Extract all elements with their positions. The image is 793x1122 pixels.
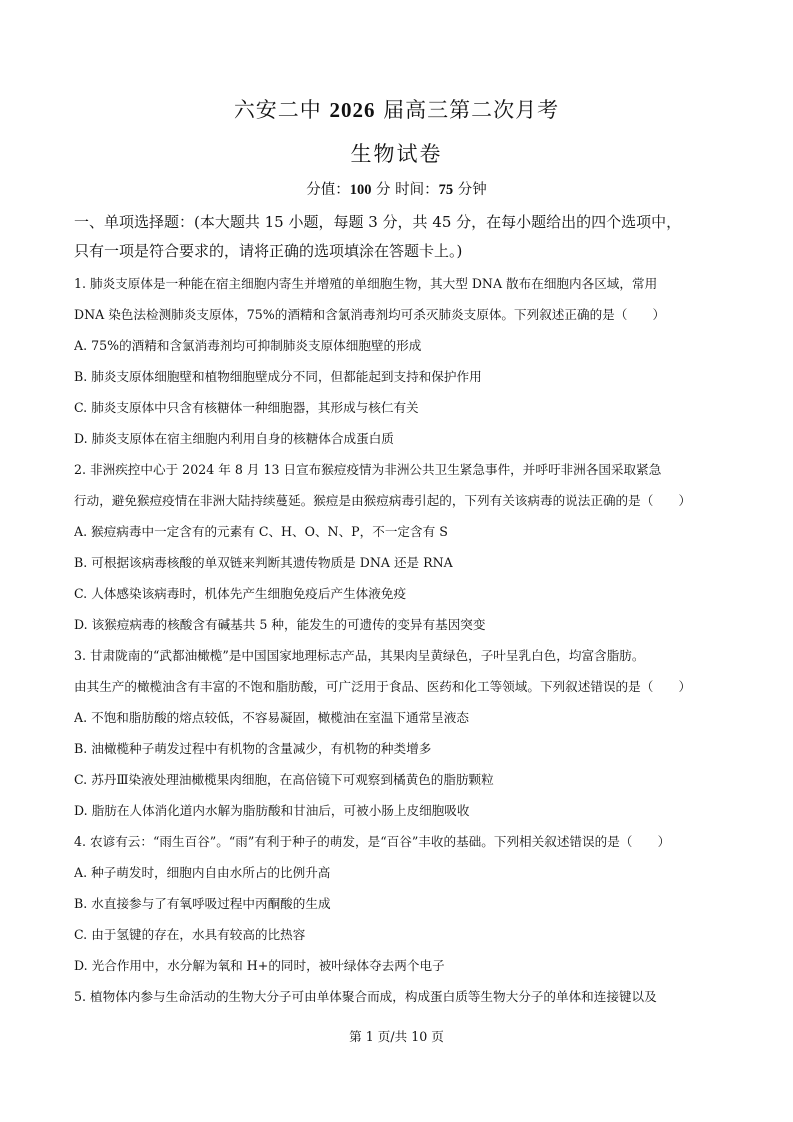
option-a: A. 种子萌发时，细胞内自由水所占的比例升高 — [74, 865, 331, 880]
page-number: 第 1 页/共 10 页 — [349, 1029, 444, 1044]
question-3 — [74, 640, 724, 826]
option-a: A. 猴痘病毒中一定含有的元素有 C、H、O、N、P，不一定含有 S — [74, 524, 448, 539]
question-1 — [74, 268, 724, 454]
option-a: A. 75%的酒精和含氯消毒剂均可抑制肺炎支原体细胞壁的形成 — [74, 338, 422, 353]
option-b: B. 可根据该病毒核酸的单双链来判断其遗传物质是 DNA 还是 RNA — [74, 555, 453, 570]
question-stem: 2. 非洲疾控中心于 2024 年 8 月 13 日宣布猴痘疫情为非洲公共卫生紧急事件，并呼吁非洲各国采取紧急 — [74, 462, 662, 477]
time-unit: 分钟 — [453, 182, 487, 198]
question-stem: 3. 甘肃陇南的“武都油橄榄”是中国国家地理标志产品，其果肉呈黄绿色，子叶呈乳白色，均富含脂肪。 — [74, 648, 645, 663]
section-line: 只有一项是符合要求的，请将正确的选项填涂在答题卡上。) — [74, 242, 463, 260]
option-c: C. 苏丹Ⅲ染液处理油橄榄果肉细胞，在高倍镜下可观察到橘黄色的脂肪颗粒 — [74, 772, 494, 787]
option-c: C. 由于氢键的存在，水具有较高的比热容 — [74, 927, 306, 942]
option-c: C. 人体感染该病毒时，机体先产生细胞免疫后产生体液免疫 — [74, 586, 407, 601]
question-4 — [74, 826, 724, 981]
option-d: D. 脂肪在人体消化道内水解为脂肪酸和甘油后，可被小肠上皮细胞吸收 — [74, 803, 470, 818]
question-5 — [74, 981, 724, 1012]
question-list — [74, 268, 724, 1012]
exam-subtitle: 生物试卷 — [350, 142, 443, 166]
section-instructions — [74, 208, 722, 266]
exam-meta — [0, 178, 793, 199]
score-label: 分值： — [306, 182, 350, 198]
question-stem: 行动，避免猴痘疫情在非洲大陆持续蔓延。猴痘是由猴痘病毒引起的，下列有关该病毒的说法正确的是（ ） — [74, 493, 692, 508]
option-d: D. 该猴痘病毒的核酸含有碱基共 5 种，能发生的可遗传的变异有基因突变 — [74, 617, 486, 632]
question-stem: 5. 植物体内参与生命活动的生物大分子可由单体聚合而成，构成蛋白质等生物大分子的单体和连接键以及 — [74, 989, 657, 1004]
question-stem: 1. 肺炎支原体是一种能在宿主细胞内寄生并增殖的单细胞生物，其大型 DNA 散布在细胞内各区域，常用 — [74, 276, 658, 291]
time-value: 75 — [438, 182, 454, 198]
option-b: B. 水直接参与了有氧呼吸过程中丙酮酸的生成 — [74, 896, 331, 911]
title-rest: 届高三第二次月考 — [375, 98, 560, 122]
option-c: C. 肺炎支原体中只含有核糖体一种细胞器，其形成与核仁有关 — [74, 400, 419, 415]
question-stem: DNA 染色法检测肺炎支原体，75%的酒精和含氯消毒剂均可杀灭肺炎支原体。下列叙述正确的是（ ） — [74, 307, 666, 322]
option-b: B. 油橄榄种子萌发过程中有机物的含量减少，有机物的种类增多 — [74, 741, 432, 756]
option-b: B. 肺炎支原体细胞壁和植物细胞壁成分不同，但都能起到支持和保护作用 — [74, 369, 482, 384]
time-label: 分 时间： — [371, 182, 439, 198]
title-year: 2026 — [329, 98, 376, 122]
title-school: 六安二中 — [233, 98, 330, 122]
question-stem: 4. 农谚有云：“雨生百谷”。“雨”有利于种子的萌发，是“百谷”丰收的基础。下列相关叙述错误的是（ ） — [74, 834, 671, 849]
option-a: A. 不饱和脂肪酸的熔点较低，不容易凝固，橄榄油在室温下通常呈液态 — [74, 710, 469, 725]
section-line: 一、单项选择题：(本大题共 15 小题，每题 3 分，共 45 分，在每小题给出的四个选项中， — [74, 213, 682, 231]
question-2 — [74, 454, 724, 640]
option-d: D. 光合作用中，水分解为氧和 H+的同时，被叶绿体夺去两个电子 — [74, 958, 445, 973]
option-d: D. 肺炎支原体在宿主细胞内利用自身的核糖体合成蛋白质 — [74, 431, 394, 446]
question-stem: 由其生产的橄榄油含有丰富的不饱和脂肪酸，可广泛用于食品、医药和化工等领域。下列叙述错误的是（ ） — [74, 679, 692, 694]
score-value: 100 — [349, 182, 372, 198]
exam-title — [0, 94, 793, 124]
